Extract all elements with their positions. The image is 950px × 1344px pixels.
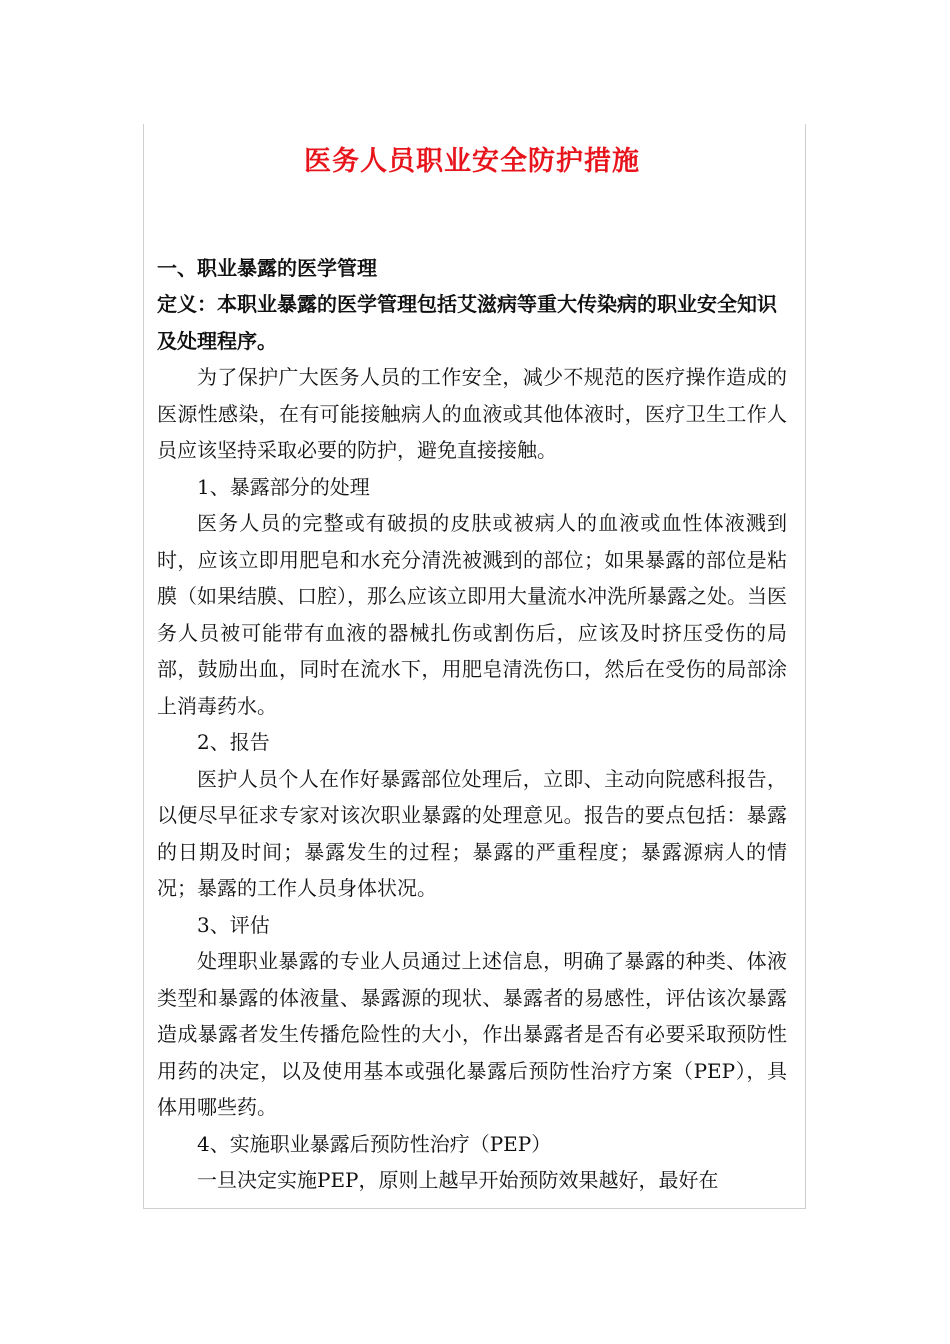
section-heading: 一、职业暴露的医学管理	[157, 256, 377, 280]
item-body-2: 医护人员个人在作好暴露部位处理后，立即、主动向院感科报告，以便尽早征求专家对该次职业暴露的处理意见。报告的要点包括：暴露的日期及时间；暴露发生的过程；暴露的严重程度；暴露源病人的情况；暴露的工作人员身体状况。	[157, 766, 787, 900]
item-body-1: 医务人员的完整或有破损的皮肤或被病人的血液或血性体液溅到时，应该立即用肥皂和水充分清洗被溅到的部位；如果暴露的部位是粘膜（如果结膜、口腔），那么应该立即用大量流水冲洗所暴露之处。当医务人员被可能带有血液的器械扎伤或割伤后，应该及时挤压受伤的局部，鼓励出血，同时在流水下，用肥皂清洗伤口，然后在受伤的局部涂上消毒药水。	[157, 511, 787, 718]
document-title: 医务人员职业安全防护措施	[304, 146, 640, 177]
item-heading-4: 4、实施职业暴露后预防性治疗（PEP）	[197, 1131, 552, 1156]
item-heading-2: 2、报告	[197, 730, 270, 754]
item-heading-1: 1、暴露部分的处理	[197, 474, 370, 499]
item-body-4: 一旦决定实施PEP，原则上越早开始预防效果越好，最好在	[197, 1168, 719, 1192]
intro-paragraph: 为了保护广大医务人员的工作安全，减少不规范的医疗操作造成的医源性感染，在有可能接触病人的血液或其他体液时，医疗卫生工作人员应该坚持采取必要的防护，避免直接接触。	[157, 365, 787, 462]
definition-paragraph: 定义：本职业暴露的医学管理包括艾滋病等重大传染病的职业安全知识及处理程序。	[157, 292, 777, 353]
document-body	[157, 140, 787, 1199]
item-body-3: 处理职业暴露的专业人员通过上述信息，明确了暴露的种类、体液类型和暴露的体液量、暴露源的现状、暴露者的易感性，评估该次暴露造成暴露者发生传播危险性的大小，作出暴露者是否有必要采取预防性用药的决定，以及使用基本或强化暴露后预防性治疗方案（PEP），具体用哪些药。	[157, 949, 787, 1119]
item-heading-3: 3、评估	[197, 912, 270, 937]
